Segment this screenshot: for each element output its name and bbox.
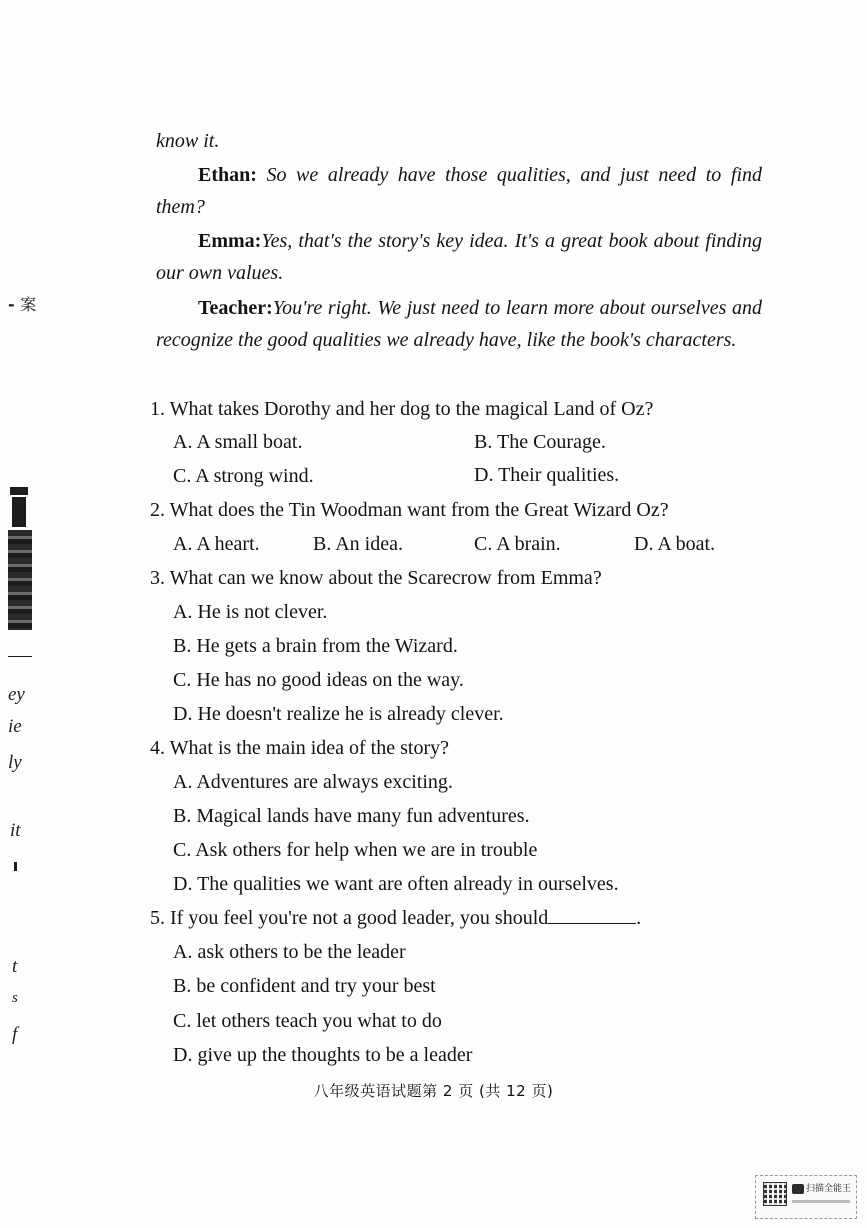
margin-fragment: ey [8,684,25,705]
dialogue-text: Yes, that's the story's key idea. It's a great book about finding our own values. [156,230,762,284]
question-4-option-c[interactable]: C. Ask others for help when we are in trouble [173,839,538,861]
margin-image-strip [8,530,32,630]
margin-fragment: s [12,990,18,1006]
margin-mark [14,862,17,871]
question-2-option-d[interactable]: D. A boat. [634,533,716,555]
question-2-option-c[interactable]: C. A brain. [474,533,561,555]
question-1-option-b[interactable]: B. The Courage. [474,431,606,453]
dialogue-teacher [156,292,762,356]
margin-fragment: f [12,1024,18,1045]
question-5-option-a[interactable]: A. ask others to be the leader [173,941,406,963]
scanner-watermark [755,1175,857,1219]
question-2-stem: 2. What does the Tin Woodman want from the Great Wizard Oz? [150,499,669,521]
question-3-option-b[interactable]: B. He gets a brain from the Wizard. [173,635,458,657]
margin-fragment: t [12,956,18,977]
question-4-option-d[interactable]: D. The qualities we want are often already in ourselves. [173,873,619,895]
margin-mark [12,497,26,527]
question-1-stem: 1. What takes Dorothy and her dog to the magical Land of Oz? [150,398,654,420]
watermark-brand: 扫描全能王 [806,1184,852,1194]
question-3-option-c[interactable]: C. He has no good ideas on the way. [173,669,464,691]
dialogue-continuation: know it. [156,130,220,152]
question-5-option-d[interactable]: D. give up the thoughts to be a leader [173,1044,473,1066]
scanner-logo-icon [792,1184,804,1194]
margin-mark [10,487,28,495]
question-2-option-a[interactable]: A. A heart. [173,533,260,555]
question-3-option-a[interactable]: A. He is not clever. [173,601,328,623]
question-5-stem [150,902,641,934]
question-4-stem: 4. What is the main idea of the story? [150,737,449,759]
answer-blank[interactable] [548,903,636,924]
watermark-subtext-line [792,1200,850,1203]
question-4-option-a[interactable]: A. Adventures are always exciting. [173,771,453,793]
dialogue-ethan [156,159,762,223]
speaker-name: Emma: [198,230,262,252]
margin-fragment: - 案 [8,295,37,314]
question-1-option-d[interactable]: D. Their qualities. [474,464,620,486]
margin-fragment: ly [8,752,22,773]
question-5-stem-text: 5. If you feel you're not a good leader, you should [150,907,549,929]
question-3-option-d[interactable]: D. He doesn't realize he is already clever. [173,703,504,725]
question-2-option-b[interactable]: B. An idea. [313,533,403,555]
question-1-option-c[interactable]: C. A strong wind. [173,465,314,487]
margin-fragment: ie [8,716,22,737]
question-1-option-a[interactable]: A. A small boat. [173,431,303,453]
question-5-option-c[interactable]: C. let others teach you what to do [173,1010,442,1032]
dialogue-emma [156,225,762,289]
dialogue-text: You're right. We just need to learn more about ourselves and recognize the good qualities we already have, like the book's characters. [156,297,762,351]
speaker-name: Teacher: [198,297,273,319]
dialogue-text: So we already have those qualities, and just need to find them? [156,164,762,218]
margin-fragment: it [10,820,21,841]
question-4-option-b[interactable]: B. Magical lands have many fun adventures. [173,805,530,827]
question-3-stem: 3. What can we know about the Scarecrow from Emma? [150,567,602,589]
question-5-option-b[interactable]: B. be confident and try your best [173,975,436,997]
speaker-name: Ethan: [198,164,257,186]
question-5-stem-end: . [636,907,642,929]
page-footer: 八年级英语试题第 2 页 (共 12 页) [313,1082,554,1100]
qr-code-icon [764,1183,786,1205]
margin-rule [8,656,32,657]
